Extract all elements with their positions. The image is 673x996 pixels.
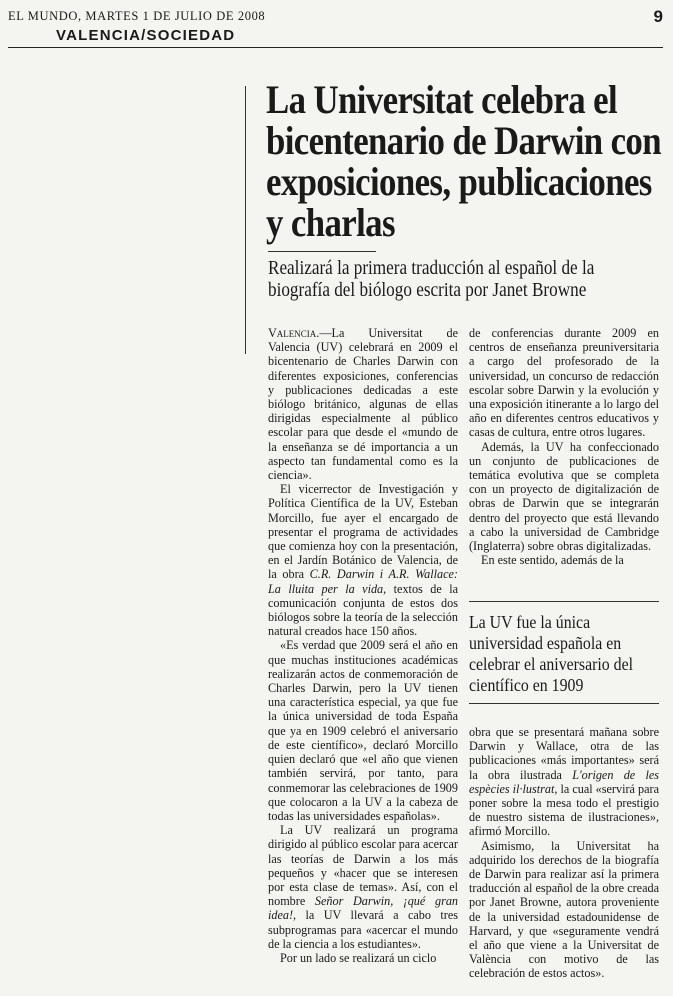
program-name: Señor Darwin, ¡qué gran idea! — [268, 894, 459, 923]
masthead — [8, 9, 663, 51]
article-subheadline: Realizará la primera traducción al español de la biografía del biólogo escrita por Janet Browne — [268, 258, 595, 301]
page-number: 9 — [653, 7, 663, 26]
paragraph-9-text-b: , la cual «servirá para poner sobre la mesa todo el prestigio de nuestro sistema de ilustraciones», afirmó Morcillo. — [469, 781, 659, 839]
paragraph-2 — [268, 482, 458, 638]
masthead-rule — [8, 47, 663, 48]
section-title: VALENCIA/SOCIEDAD — [56, 27, 236, 44]
paragraph-10: Asimismo, la Universitat ha adquirido los derechos de la biografía de Darwin para realizar así la primera traducción al español de la obre creada por Janet Browne, autora proveniente de la universidad estadounidense de Harvard, y que «seguramente vendrá el año que viene a la Universitat de València con motivo de las celebración de estos actos». — [469, 838, 659, 981]
paragraph-7: Además, la UV ha confeccionado un conjunto de publicaciones de temática evolutiva que se completa con un proyecto de digitalización de obras de Darwin que se integrarán dentro del proyecto que está llevando a cabo la universidad de Cambridge (Inglaterra) sobre obras digitalizadas. — [469, 439, 659, 554]
paragraph-6: de conferencias durante 2009 en centros de enseñanza preuniversitaria a cargo del profesorado de la universidad, un concurso de redacción escolar sobre Darwin y la evolución y una exposición itinerante a lo largo del año en diferentes centros educativos y casas de cultura, entre otros lugares. — [469, 326, 659, 440]
masthead-dateline: EL MUNDO, MARTES 1 DE JULIO DE 2008 — [8, 9, 266, 23]
paragraph-3: «Es verdad que 2009 será el año en que muchas instituciones académicas realizarán actos de conmemoración de Charles Darwin, pero la UV tienen una característica especial, ya que fue la única universidad de toda España que ya en 1909 celebró el aniversario de este científico», declaró Morcillo quien declaró que «el año que vienen también servirá, por tanto, para conmemorar las celebraciones de 1909 que colocaron a la UV a la cabeza de todas las universidades españolas». — [268, 638, 458, 823]
paragraph-9-text-a: obra que se presentará mañana sobre Darwin y Wallace, otra de las publicaciones «más importantes» será la obra ilustrada — [469, 725, 659, 782]
article-column-2-bottom — [469, 725, 659, 981]
paragraph-5: Por un lado se realizará un ciclo — [280, 950, 437, 965]
article-column-1 — [268, 326, 458, 990]
illustrated-book-title: L'origen de les espècies il·lustrat — [469, 767, 659, 796]
paragraph-4-text-b: , la UV llevará a cabo tres subprogramas para «acercar el mundo de la ciencia a los estudiantes». — [268, 908, 458, 951]
paragraph-4 — [268, 823, 458, 951]
headline-side-rule — [245, 86, 246, 354]
pullquote-rule-top — [469, 601, 659, 602]
book-title: C.R. Darwin i A.R. Wallace: La lluita per la vida — [268, 567, 458, 596]
paragraph-1-text: —La Universitat de Valencia (UV) celebrará en 2009 el bicentenario de Charles Darwin con diferentes exposiciones, conferencias y publicaciones dedicadas a este biólogo británico, algunas de ellas dirigidas especialmente al público escolar para que desde el «mundo de la enseñanza se dé importancia a un aspecto tan fundamental como es la ciencia». — [268, 326, 458, 483]
article-column-2-top — [469, 326, 659, 567]
paragraph-2-text-a: El vicerrector de Investigación y Política Científica de la UV, Esteban Morcillo, fue ayer el encargado de presentar el programa de actividades que comienza hoy con la presentación, en el Jardín Botánico de Valencia, de la obra — [268, 482, 458, 582]
paragraph-9 — [469, 725, 659, 839]
paragraph-8: En este sentido, además de la — [481, 553, 624, 568]
paragraph-2-text-b: , textos de la comunicación conjunta de estos dos biólogos sobre la teoría de la selección natural creados hace 150 años. — [268, 581, 458, 639]
paragraph-1 — [268, 326, 458, 482]
paragraph-4-text-a: La UV realizará un programa dirigido al público escolar para acercar las teorías de Darwin a los más pequeños y «hacer que se interesen por esta clase de temas». Así, con el nombre — [268, 823, 458, 909]
pullquote-rule-bottom — [469, 703, 659, 704]
pullquote: La UV fue la única universidad española en celebrar el aniversario del científico en 1909 — [469, 612, 634, 695]
article-headline: La Universitat celebra el bicentenario de Darwin con exposiciones, publicaciones y charlas — [266, 77, 661, 245]
dateline-place: Valencia. — [268, 326, 320, 340]
headline-rule — [268, 251, 376, 252]
